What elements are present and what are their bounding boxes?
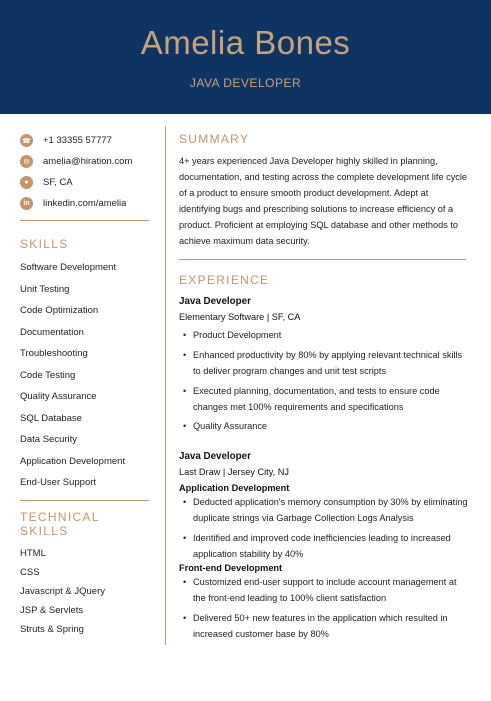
contact-location xyxy=(20,172,150,193)
contact-linkedin-text[interactable]: linkedin.com/amelia xyxy=(43,198,127,209)
tech-skill-item: HTML xyxy=(20,547,46,559)
phone-icon: ☎ xyxy=(20,134,33,147)
job-bullets xyxy=(179,328,469,435)
job-bullet: • Identified and improved code inefficiencies leading to increased application stability by 40% xyxy=(179,531,469,563)
skill-item: Software Development xyxy=(20,262,117,273)
column-divider xyxy=(165,126,166,645)
skill-item: Code Testing xyxy=(20,369,76,381)
skill-item: End-User Support xyxy=(20,477,97,488)
summary-heading: SUMMARY xyxy=(179,132,250,146)
candidate-name: Amelia Bones xyxy=(140,24,351,61)
skills-list xyxy=(20,257,150,494)
job-bullet: • Quality Assurance xyxy=(179,419,469,435)
job-bullet: • Enhanced productivity by 80% by applying relevant technical skills to deliver program changes and unit test scripts xyxy=(179,348,469,380)
summary-text: 4+ years experienced Java Developer highly skilled in planning, documentation, and testing across the complete development life cycle of a product to ensure smooth product development. Adept at identifying bugs and prescribing solutions to increase efficiency of a product. Proficient at employing SQL database and other methods to achieve maximum data security. xyxy=(179,156,468,246)
job-bullet: • Executed planning, documentation, and tests to ensure code changes met 100% requirements and specifications xyxy=(179,384,469,416)
job-bullets xyxy=(179,575,469,642)
skill-item: Unit Testing xyxy=(20,283,70,295)
job-company: Last Draw | Jersey City, NJ xyxy=(179,467,289,478)
skill-item: SQL Database xyxy=(20,412,82,424)
contact-email-text[interactable]: amelia@hiration.com xyxy=(43,156,133,167)
contact-linkedin xyxy=(20,193,150,214)
contact-location-text: SF, CA xyxy=(43,177,73,188)
tech-skill-item: CSS xyxy=(20,566,40,578)
divider xyxy=(20,500,149,501)
skill-item: Code Optimization xyxy=(20,305,99,316)
job-bullet: • Customized end-user support to include account management at the front-end leading to 100% client satisfaction xyxy=(179,575,469,607)
divider xyxy=(179,259,466,260)
job-bullet: • Delivered 50+ new features in the application which resulted in increased customer base by 80% xyxy=(179,611,469,643)
job-bullet: • Deducted application's memory consumption by 30% by eliminating duplicate strings via Garbage Collection Logs Analysis xyxy=(179,495,469,527)
resume-header xyxy=(0,0,491,114)
job-company: Elementary Software | SF, CA xyxy=(179,312,301,323)
contact-phone xyxy=(20,130,150,151)
candidate-title: JAVA DEVELOPER xyxy=(189,76,302,90)
linkedin-icon: in xyxy=(20,197,33,210)
job-bullet: • Product Development xyxy=(179,328,469,344)
skills-heading: SKILLS xyxy=(20,237,69,251)
contact-phone-text: +1 33355 57777 xyxy=(43,135,112,146)
skill-item: Troubleshooting xyxy=(20,348,88,359)
skill-item: Application Development xyxy=(20,455,126,467)
experience-heading: EXPERIENCE xyxy=(179,273,270,288)
contact-email xyxy=(20,151,150,172)
job-subheading: Application Development xyxy=(179,483,290,494)
email-icon: ✉ xyxy=(20,155,33,168)
divider xyxy=(20,220,149,221)
tech-skill-item: Struts & Spring xyxy=(20,623,84,635)
job-bullets xyxy=(179,495,469,562)
contact-list xyxy=(20,130,150,214)
job-title: Java Developer xyxy=(179,451,251,463)
skill-item: Documentation xyxy=(20,326,84,338)
technical-skills-heading: TECHNICAL SKILLS xyxy=(20,509,100,538)
left-column xyxy=(20,130,150,639)
job-entry xyxy=(179,451,469,642)
technical-skills-list xyxy=(20,544,150,639)
location-icon: ● xyxy=(20,176,33,189)
job-entry xyxy=(179,296,469,435)
skill-item: Data Security xyxy=(20,434,78,445)
skill-item: Quality Assurance xyxy=(20,391,97,402)
tech-skill-item: JSP & Servlets xyxy=(20,604,84,616)
job-title: Java Developer xyxy=(179,296,251,308)
right-column xyxy=(179,130,469,643)
tech-skill-item: Javascript & JQuery xyxy=(20,585,105,597)
job-subheading: Front-end Development xyxy=(179,563,283,574)
